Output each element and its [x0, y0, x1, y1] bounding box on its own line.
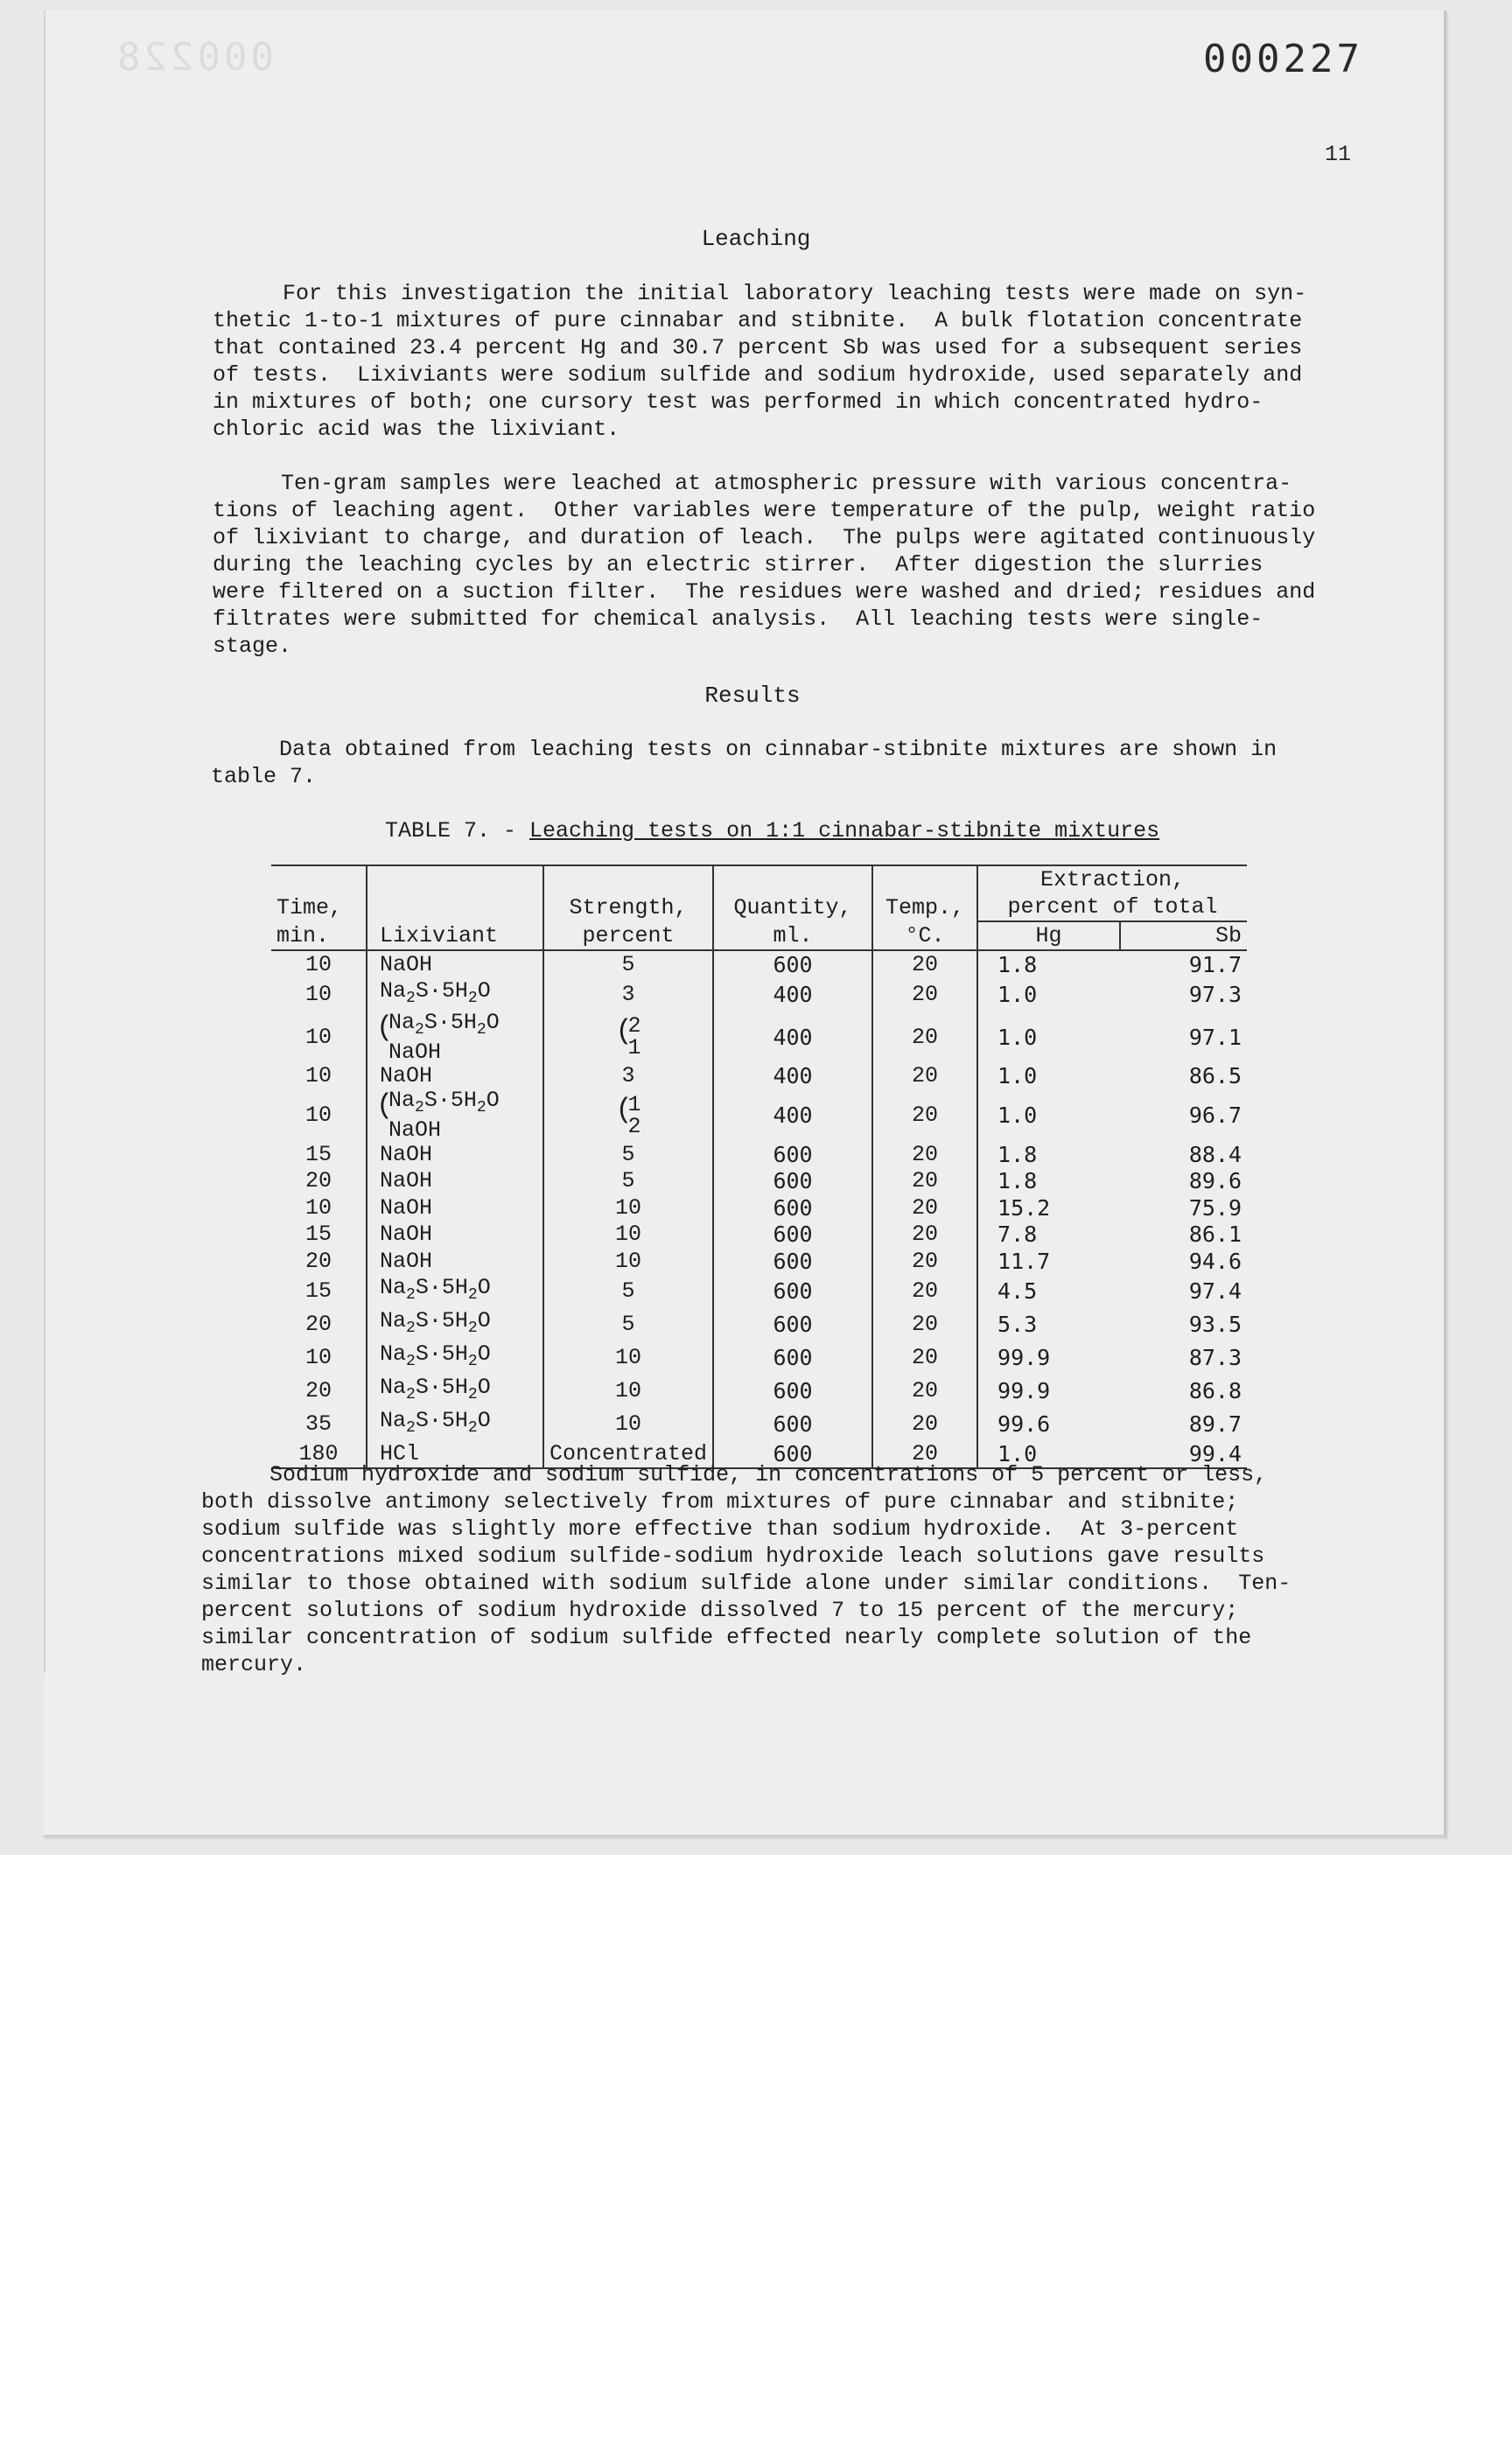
- cell-lixiviant: [367, 978, 543, 1012]
- lixiviant-text: HCl: [380, 1441, 420, 1467]
- table-row: [271, 1168, 1247, 1195]
- cell-hg: 1.8: [977, 1141, 1120, 1168]
- table-row: [271, 1248, 1247, 1275]
- cell-lixiviant: [367, 1089, 543, 1141]
- document-number-stamp: 000227: [1203, 37, 1363, 81]
- cell-hg: 99.9: [977, 1375, 1120, 1408]
- cell-hg: 7.8: [977, 1222, 1120, 1249]
- cell-quantity: 600: [713, 1194, 872, 1222]
- heading-results: Results: [704, 682, 801, 709]
- cell-temp: 20: [872, 1168, 977, 1195]
- cell-strength: [543, 978, 713, 1012]
- cell-sb: 86.8: [1188, 1378, 1242, 1404]
- cell-quantity: 600: [713, 1168, 872, 1195]
- cell-quantity: 600: [713, 1275, 872, 1308]
- cell-quantity: 600: [713, 1375, 872, 1408]
- strength-text: ( 2: [627, 1013, 641, 1039]
- lixiviant-text: NaOH: [380, 951, 433, 977]
- cell-strength: [543, 950, 713, 978]
- lixiviant-text: NaOH: [380, 1168, 433, 1194]
- lixiviant-text: $Na_2S\cdot 5H_2O$: [380, 977, 491, 1007]
- table-row: [271, 1222, 1247, 1249]
- strength-text: 5: [621, 1312, 635, 1337]
- cell-lixiviant: [367, 1141, 543, 1168]
- cell-sb: 86.5: [1188, 1063, 1242, 1089]
- header-time-line1: Time,: [276, 894, 343, 920]
- cell-quantity: 600: [713, 1308, 872, 1341]
- intro-line: For this investigation the initial laboratory leaching tests were made on syn-: [283, 281, 1307, 306]
- header-quantity-line1: Quantity,: [713, 893, 872, 921]
- cell-hg: 4.5: [977, 1275, 1120, 1308]
- lixiviant-text: NaOH: [388, 1039, 442, 1065]
- cell-sb: 89.7: [1188, 1411, 1242, 1437]
- cell-time: 10: [304, 1102, 332, 1128]
- cell-lixiviant: [367, 1168, 543, 1195]
- strength-text: 10: [615, 1248, 642, 1274]
- cell-sb: 94.6: [1188, 1248, 1242, 1274]
- sheet-edge: [44, 10, 46, 1673]
- cell-strength: [543, 1222, 713, 1249]
- cell-lixiviant: [367, 1308, 543, 1341]
- strength-text: 10: [615, 1411, 642, 1437]
- paragraph-intro: [213, 280, 1306, 443]
- strength-text: 1: [627, 1035, 641, 1060]
- header-temp-line1: Temp.,: [872, 893, 977, 921]
- cell-strength: [543, 1194, 713, 1222]
- cell-sb: 97.1: [1188, 1024, 1242, 1050]
- lixiviant-text: NaOH: [380, 1141, 433, 1167]
- cell-time: 15: [304, 1278, 332, 1304]
- cell-sb: 97.3: [1188, 982, 1242, 1007]
- cell-sb: 87.3: [1188, 1345, 1242, 1370]
- cell-lixiviant: [367, 1275, 543, 1308]
- procedure-line: stage.: [213, 634, 292, 659]
- lixiviant-text: NaOH: [380, 1063, 433, 1089]
- table-row: [271, 978, 1247, 1012]
- lixiviant-text: NaOH: [388, 1117, 442, 1143]
- cell-hg: 1.8: [977, 950, 1120, 978]
- strength-text: 10: [615, 1345, 642, 1370]
- cell-lixiviant: [367, 1248, 543, 1275]
- cell-strength: [543, 1168, 713, 1195]
- cell-temp: 20: [872, 1341, 977, 1375]
- leaching-table: [271, 864, 1247, 1469]
- lixiviant-text: $Na_2S\cdot 5H_2O$: [380, 1274, 491, 1304]
- strength-text: 10: [615, 1222, 642, 1248]
- procedure-line: were filtered on a suction filter. The residues were washed and dried; residues and: [213, 579, 1316, 605]
- cell-quantity: 600: [713, 1222, 872, 1249]
- cell-quantity: 600: [713, 950, 872, 978]
- cell-sb: 91.7: [1188, 951, 1242, 977]
- header-time-line2: min.: [276, 922, 330, 948]
- header-quantity-line2: ml.: [713, 921, 872, 950]
- table-body: [271, 950, 1247, 1468]
- lixiviant-text: $Na_2S\cdot 5H_2O$: [380, 1340, 491, 1370]
- results-intro-line: table 7.: [211, 764, 317, 789]
- cell-quantity: 600: [713, 1408, 872, 1441]
- cell-strength: [543, 1063, 713, 1090]
- cell-lixiviant: [367, 1375, 543, 1408]
- table-row: [271, 950, 1247, 978]
- paragraph-procedure: [213, 470, 1315, 660]
- discussion-line: concentrations mixed sodium sulfide-sodium hydroxide leach solutions gave results: [201, 1544, 1265, 1569]
- intro-line: thetic 1-to-1 mixtures of pure cinnabar and stibnite. A bulk flotation concentrate: [213, 308, 1303, 333]
- cell-temp: 20: [872, 1194, 977, 1222]
- table-caption-prefix: TABLE 7. -: [385, 818, 530, 844]
- strength-text: ( 1: [627, 1091, 641, 1117]
- cell-quantity: 600: [713, 1341, 872, 1375]
- strength-text: 5: [621, 1168, 635, 1194]
- table-row: [271, 1194, 1247, 1222]
- cell-time: 10: [304, 982, 332, 1007]
- cell-hg: 11.7: [977, 1248, 1120, 1275]
- header-strength-line2: percent: [543, 921, 713, 950]
- cell-time: 15: [304, 1222, 332, 1248]
- cell-hg: 1.0: [977, 1441, 1120, 1469]
- cell-hg: 5.3: [977, 1308, 1120, 1341]
- lixiviant-text: ( $Na_2S\cdot 5H_2O$: [388, 1088, 500, 1116]
- cell-time: 20: [304, 1378, 332, 1404]
- procedure-line: during the leaching cycles by an electric stirrer. After digestion the slurries: [213, 552, 1264, 578]
- table-row: [271, 1012, 1247, 1063]
- cell-strength: [543, 1275, 713, 1308]
- cell-lixiviant: [367, 1408, 543, 1441]
- lixiviant-text: $Na_2S\cdot 5H_2O$: [380, 1407, 491, 1437]
- cell-lixiviant: [367, 1063, 543, 1090]
- cell-strength: [543, 1089, 713, 1141]
- table-row: [271, 1141, 1247, 1168]
- table-row: [271, 1308, 1247, 1341]
- cell-temp: 20: [872, 1089, 977, 1141]
- cell-hg: 15.2: [977, 1194, 1120, 1222]
- table-row: [271, 1375, 1247, 1408]
- intro-line: chloric acid was the lixiviant.: [213, 416, 620, 442]
- cell-hg: 99.9: [977, 1341, 1120, 1375]
- cell-time: 10: [304, 1024, 332, 1050]
- procedure-line: filtrates were submitted for chemical analysis. All leaching tests were single-: [213, 606, 1264, 632]
- cell-temp: 20: [872, 1275, 977, 1308]
- cell-lixiviant: [367, 1222, 543, 1249]
- header-temp-line2: °C.: [872, 921, 977, 950]
- cell-hg: 1.0: [977, 1012, 1120, 1063]
- cell-quantity: 400: [713, 1063, 872, 1090]
- table-row: [271, 1275, 1247, 1308]
- table-caption-title: Leaching tests on 1:1 cinnabar-stibnite mixtures: [529, 818, 1160, 844]
- bleed-through-stamp: 000228: [114, 35, 274, 80]
- strength-text: 5: [621, 1141, 635, 1167]
- results-intro-line: Data obtained from leaching tests on cinnabar-stibnite mixtures are shown in: [279, 737, 1278, 762]
- strength-text: 3: [621, 982, 635, 1007]
- cell-temp: 20: [872, 1222, 977, 1249]
- cell-quantity: 600: [713, 1141, 872, 1168]
- cell-hg: 1.0: [977, 1063, 1120, 1090]
- cell-temp: 20: [872, 978, 977, 1012]
- cell-temp: 20: [872, 1012, 977, 1063]
- strength-text: 3: [621, 1063, 635, 1089]
- cell-lixiviant: [367, 1009, 543, 1065]
- cell-sb: 99.4: [1188, 1441, 1242, 1467]
- cell-sb: 96.7: [1188, 1102, 1242, 1128]
- cell-strength: [543, 1141, 713, 1168]
- discussion-line: similar to those obtained with sodium sulfide alone under similar conditions. Ten-: [201, 1571, 1292, 1596]
- cell-hg: 1.8: [977, 1168, 1120, 1195]
- cell-sb: 89.6: [1188, 1168, 1242, 1194]
- cell-hg: 1.0: [977, 1089, 1120, 1141]
- intro-line: in mixtures of both; one cursory test was performed in which concentrated hydro-: [213, 389, 1264, 415]
- heading-leaching: Leaching: [701, 226, 811, 252]
- cell-quantity: 600: [713, 1441, 872, 1469]
- cell-sb: 97.4: [1188, 1278, 1242, 1304]
- cell-quantity: 600: [713, 1248, 872, 1275]
- cell-time: 10: [304, 1063, 332, 1089]
- header-hg: Hg: [977, 921, 1120, 950]
- cell-temp: 20: [872, 1141, 977, 1168]
- cell-strength: [543, 1248, 713, 1275]
- strength-text: 5: [621, 951, 635, 977]
- discussion-line: both dissolve antimony selectively from mixtures of pure cinnabar and stibnite;: [201, 1489, 1239, 1515]
- header-lixiviant: Lixiviant: [367, 921, 543, 950]
- cell-temp: 20: [872, 950, 977, 978]
- procedure-line: tions of leaching agent. Other variables were temperature of the pulp, weight ratio: [213, 498, 1316, 523]
- intro-line: that contained 23.4 percent Hg and 30.7 percent Sb was used for a subsequent series: [213, 335, 1303, 360]
- cell-lixiviant: [367, 1341, 543, 1375]
- cell-time: 20: [304, 1312, 332, 1337]
- cell-strength: [543, 1375, 713, 1408]
- cell-strength: [543, 1308, 713, 1341]
- cell-time: 10: [304, 1345, 332, 1370]
- intro-line: of tests. Lixiviants were sodium sulfide and sodium hydroxide, used separately and: [213, 362, 1303, 388]
- header-extraction-line2: percent of total: [977, 893, 1247, 921]
- strength-text: Concentrated: [550, 1441, 708, 1467]
- cell-time: 15: [304, 1141, 332, 1167]
- cell-strength: [543, 1408, 713, 1441]
- cell-strength: [543, 1012, 713, 1063]
- strength-text: 5: [621, 1278, 635, 1304]
- lixiviant-text: NaOH: [380, 1194, 433, 1221]
- cell-quantity: 400: [713, 1089, 872, 1141]
- discussion-line: percent solutions of sodium hydroxide dissolved 7 to 15 percent of the mercury;: [201, 1598, 1239, 1623]
- cell-time: 180: [298, 1441, 339, 1467]
- page-number: 11: [1325, 142, 1352, 167]
- strength-text: 2: [627, 1113, 641, 1139]
- table-caption: [385, 818, 1159, 844]
- cell-quantity: 400: [713, 1012, 872, 1063]
- table-row: [271, 1089, 1247, 1141]
- cell-strength: [543, 1341, 713, 1375]
- cell-hg: 99.6: [977, 1408, 1120, 1441]
- cell-lixiviant: [367, 1194, 543, 1222]
- cell-sb: 93.5: [1188, 1312, 1242, 1337]
- procedure-line: Ten-gram samples were leached at atmospheric pressure with various concentra-: [281, 471, 1292, 496]
- cell-temp: 20: [872, 1441, 977, 1469]
- cell-time: 20: [304, 1168, 332, 1194]
- header-sb: Sb: [1120, 921, 1247, 950]
- paragraph-results-intro: [211, 736, 1277, 790]
- cell-sb: 75.9: [1188, 1194, 1242, 1221]
- discussion-line: mercury.: [201, 1652, 307, 1677]
- cell-sb: 86.1: [1188, 1222, 1242, 1248]
- cell-temp: 20: [872, 1375, 977, 1408]
- cell-time: 20: [304, 1248, 332, 1274]
- procedure-line: of lixiviant to charge, and duration of leach. The pulps were agitated continuously: [213, 525, 1316, 550]
- cell-quantity: 400: [713, 978, 872, 1012]
- table-row: [271, 1408, 1247, 1441]
- cell-temp: 20: [872, 1408, 977, 1441]
- lixiviant-text: NaOH: [380, 1248, 433, 1274]
- strength-text: 10: [615, 1378, 642, 1404]
- discussion-line: Sodium hydroxide and sodium sulfide, in concentrations of 5 percent or less,: [270, 1462, 1268, 1488]
- discussion-line: similar concentration of sodium sulfide effected nearly complete solution of the: [201, 1625, 1252, 1650]
- lixiviant-text: $Na_2S\cdot 5H_2O$: [380, 1307, 491, 1337]
- cell-time: 10: [304, 951, 332, 977]
- header-extraction-line1: Extraction,: [977, 865, 1247, 893]
- cell-hg: 1.0: [977, 978, 1120, 1012]
- cell-time: 10: [304, 1194, 332, 1221]
- cell-lixiviant: [367, 950, 543, 978]
- header-strength-line1: Strength,: [543, 893, 713, 921]
- lixiviant-text: ( $Na_2S\cdot 5H_2O$: [388, 1009, 500, 1039]
- cell-temp: 20: [872, 1063, 977, 1090]
- discussion-line: sodium sulfide was slightly more effective than sodium hydroxide. At 3-percent: [201, 1516, 1239, 1542]
- cell-sb: 88.4: [1188, 1141, 1242, 1167]
- cell-time: 35: [304, 1411, 332, 1437]
- lixiviant-text: NaOH: [380, 1222, 433, 1248]
- lixiviant-text: $Na_2S\cdot 5H_2O$: [380, 1374, 491, 1404]
- cell-temp: 20: [872, 1308, 977, 1341]
- paragraph-discussion: [201, 1461, 1291, 1678]
- cell-temp: 20: [872, 1248, 977, 1275]
- table-row: [271, 1341, 1247, 1375]
- strength-text: 10: [615, 1194, 642, 1221]
- table-row: [271, 1063, 1247, 1090]
